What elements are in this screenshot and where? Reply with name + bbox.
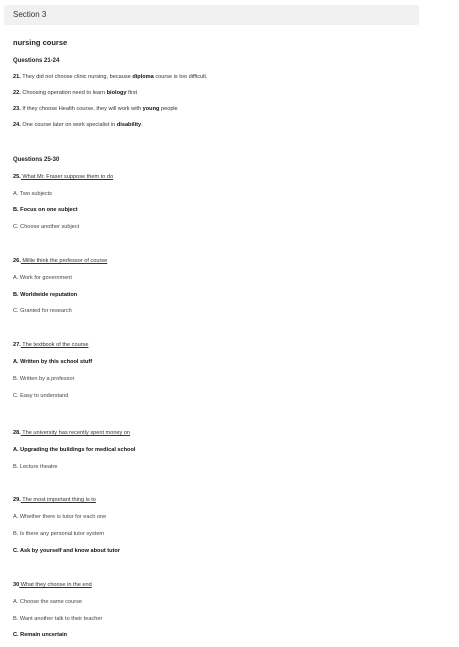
option-26-b: B. Worldwide reputation bbox=[13, 292, 78, 298]
option-27-c: C. Easy to understand bbox=[13, 393, 69, 399]
section-label: Section 3 bbox=[13, 10, 47, 19]
question-29: 29. The most important thing is to bbox=[13, 497, 96, 503]
option-29-b: B. Is there any personal tutor system bbox=[13, 531, 105, 537]
option-30-b: B. Want another talk to their teacher bbox=[13, 616, 103, 622]
option-26-a: A. Work for government bbox=[13, 275, 72, 281]
statement-24: 24. One course later on work specialist in disability. bbox=[13, 122, 143, 128]
questions-21-24-heading: Questions 21-24 bbox=[13, 58, 60, 64]
question-27: 27. The textbook of the course bbox=[13, 342, 89, 348]
question-30: 30 What they choose in the end bbox=[13, 582, 92, 588]
question-28: 28. The university has recently spent money on bbox=[13, 430, 131, 436]
option-25-a: A. Two subjects bbox=[13, 191, 53, 197]
course-title: nursing course bbox=[13, 38, 68, 47]
option-28-b: B. Lecture theatre bbox=[13, 464, 58, 470]
option-25-b: B. Focus on one subject bbox=[13, 207, 78, 213]
statement-23: 23. If they choose Health course, they will work with young people bbox=[13, 106, 178, 112]
section-header-bar bbox=[4, 5, 419, 25]
option-28-a: A. Upgrading the buildings for medical school bbox=[13, 447, 136, 453]
option-29-a: A. Whether there is tutor for each one bbox=[13, 514, 107, 520]
option-27-b: B. Written by a professor bbox=[13, 376, 75, 382]
question-26: 26. Millie think the professor of course bbox=[13, 258, 108, 264]
option-25-c: C. Choose another subject bbox=[13, 224, 80, 230]
questions-25-30-heading: Questions 25-30 bbox=[13, 157, 60, 163]
option-26-c: C. Granted for research bbox=[13, 308, 72, 314]
statement-21: 21. They did not choose clinic nursing, because diploma course is too difficult. bbox=[13, 74, 208, 80]
option-29-c: C. Ask by yourself and know about tutor bbox=[13, 548, 121, 554]
question-25: 25. What Mr. Fraser suppose them to do bbox=[13, 174, 114, 180]
option-27-a: A. Written by this school stuff bbox=[13, 359, 93, 365]
statement-22: 22. Choosing operation need to learn biology first bbox=[13, 90, 138, 96]
option-30-c: C. Remain uncertain bbox=[13, 632, 68, 638]
option-30-a: A. Choose the same course bbox=[13, 599, 83, 605]
